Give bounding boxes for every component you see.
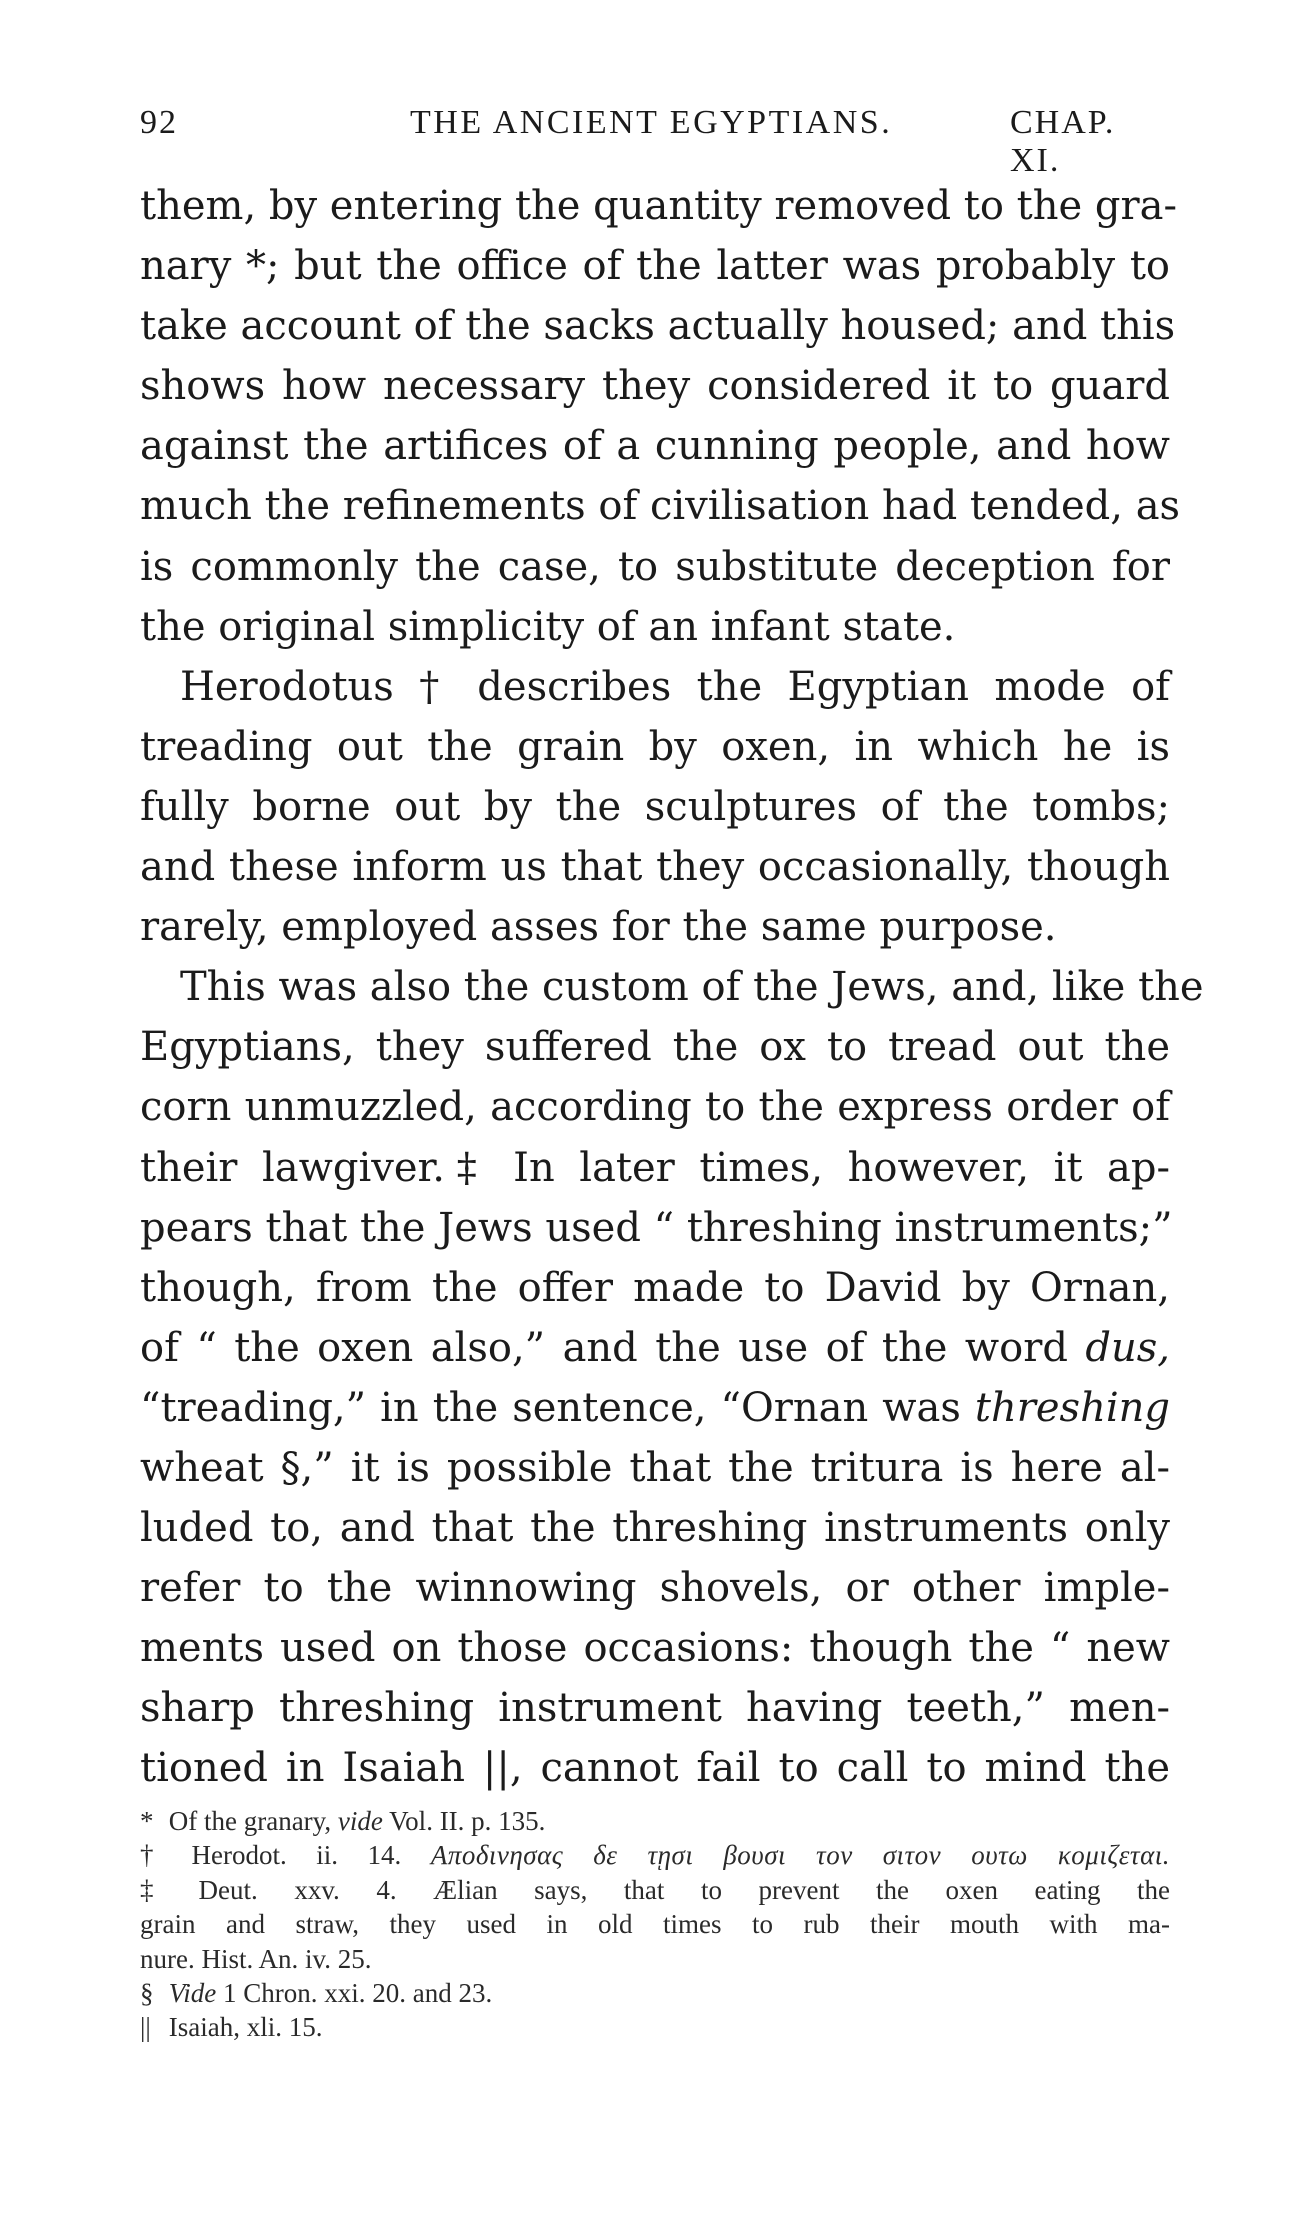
body-text [140,176,1204,1799]
footnote-chronicles [140,1976,1170,2010]
footnote-granary [140,1804,1170,1838]
chapter-label: CHAP. XI. [1010,104,1116,179]
body-line: against the artifices of a cunning people, and how [140,423,1170,470]
footnote-deuteronomy [140,1873,1170,1907]
body-line: luded to, and that the threshing instruments only [140,1505,1170,1552]
body-line: rarely, employed asses for the same purpose. [140,904,1057,951]
footnote-isaiah [140,2010,1170,2044]
footnote-text: nure. Hist. An. iv. 25. [140,1943,372,1974]
body-line: take account of the sacks actually housed; and this [140,303,1176,350]
footnote-mark: * [140,1806,154,1836]
footnote-mark: || [140,2012,151,2043]
body-line: their lawgiver.‡ In later times, however, it ap- [140,1144,1170,1191]
body-line: wheat §,” it is possible that the tritura is here al- [140,1444,1170,1491]
italic-word: dus, [1085,1324,1170,1371]
body-line: shows how necessary they considered it to guard [140,363,1170,410]
body-line: tioned in Isaiah ||, cannot fail to call to mind the [140,1745,1170,1792]
body-line-text: of “ the oxen also,” and the use of the word [140,1324,1086,1371]
body-line: refer to the winnowing shovels, or other imple- [140,1565,1170,1612]
page-number: 92 [140,104,178,141]
body-line [140,1378,1170,1438]
body-line: sharp threshing instrument having teeth,” men- [140,1685,1170,1732]
body-line: This was also the custom of the Jews, and, like the [180,964,1204,1011]
footnote-text: Of the granary, [168,1806,338,1836]
body-line: treading out the grain by oxen, in which he is [140,723,1170,770]
footnote-continuation [140,1907,1170,1941]
body-line: and these inform us that they occasionally, though [140,844,1170,891]
body-line: ments used on those occasions: though the “ new [140,1625,1170,1672]
footnote-mark: ‡ [140,1874,154,1905]
body-line: is commonly the case, to substitute deception for [140,543,1170,590]
running-head [140,104,1160,179]
running-title: THE ANCIENT EGYPTIANS. [410,104,893,141]
footnote-italic: vide [337,1806,383,1836]
body-line: Herodotus † describes the Egyptian mode of [180,663,1170,710]
footnote-text: grain and straw, they used in old times to rub their mouth with ma- [140,1909,1170,1940]
footnote-text: Vol. II. p. 135. [382,1806,546,1836]
body-line: nary *; but the office of the latter was probably to [140,243,1170,290]
body-line: Egyptians, they suffered the ox to tread out the [140,1024,1170,1071]
footnote-text: 1 Chron. xxi. 20. and 23. [216,1977,493,2008]
footnote-text: Isaiah, xli. 15. [168,2012,323,2043]
footnote-mark: † [140,1840,154,1871]
body-line: fully borne out by the sculptures of the tombs; [140,783,1170,830]
footnote-continuation [140,1942,1170,1976]
italic-word: threshing [974,1384,1170,1431]
body-line: though, from the offer made to David by Ornan, [140,1264,1170,1311]
footnote-text: Deut. xxv. 4. Ælian says, that to prevent the oxen eating the [198,1874,1171,1905]
footnotes [140,1804,1170,2045]
footnote-mark: § [140,1977,154,2008]
body-line [140,1318,1170,1378]
body-line: much the refinements of civilisation had tended, as [140,483,1181,530]
body-line: pears that the Jews used “ threshing instruments;” [140,1204,1173,1251]
body-line: corn unmuzzled, according to the express order of [140,1084,1170,1131]
body-line-text: “treading,” in the sentence, “Ornan was [140,1384,975,1431]
body-line: the original simplicity of an infant state. [140,603,956,650]
body-line: them, by entering the quantity removed to the gra- [140,183,1177,229]
footnote-herodotus [140,1838,1170,1872]
footnote-italic: Vide [168,1977,217,2008]
footnote-greek-quote: Αποδινησας δε τῃσι βουσι τον σιτον ουτω κομιζεται. [430,1840,1171,1871]
footnote-text: Herodot. ii. 14. [191,1840,431,1871]
